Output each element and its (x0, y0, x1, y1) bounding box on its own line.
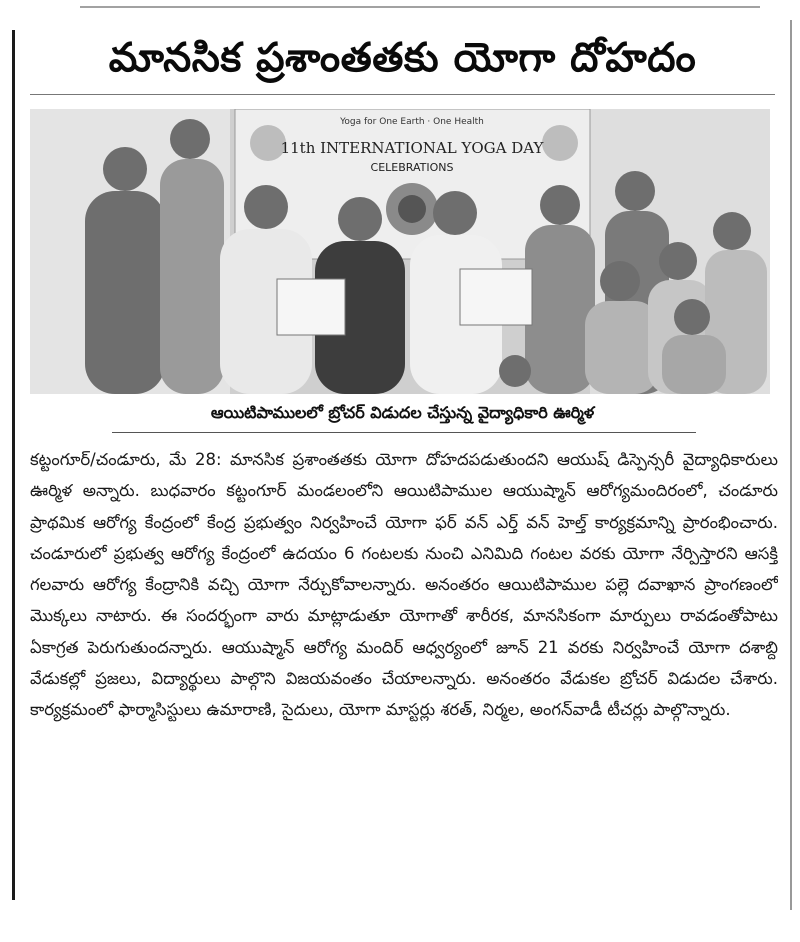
caption-underline (112, 432, 696, 433)
banner-tagline: Yoga for One Earth · One Health (340, 117, 484, 127)
article-photo (30, 109, 770, 394)
banner-title: 11th INTERNATIONAL YOGA DAY (280, 139, 544, 157)
column-rule-right (790, 20, 792, 910)
article-body: కట్టంగూర్/చండూరు, మే 28: మానసిక ప్రశాంతతకు యోగా దోహదపడుతుందని ఆయుష్ డిస్పెన్సరీ వైద్యాధికారులు ఊర్మిళ అన్నారు. బుధవారం కట్టంగూర్ మండలంలోని ఆయిటిపాముల ఆయుష్మాన్ ఆరోగ్యమందిరంలో, చండూరు ప్రాథమిక ఆరోగ్య కేంద్రంలో కేంద్ర ప్రభుత్వం నిర్వహించే యోగా ఫర్ వన్ ఎర్త్ వన్ హెల్త్ కార్యక్రమాన్ని ప్రారంభించారు. చండూరులో ప్రభుత్వ ఆరోగ్య కేంద్రంలో ఉదయం 6 గంటలకు నుంచి ఎనిమిది గంటల వరకు యోగా నేర్పిస్తారని ఆసక్తి గలవారు ఆరోగ్య కేంద్రానికి వచ్చి యోగా నేర్చుకోవాలన్నారు. అనంతరం ఆయిటిపాముల పల్లె దవాఖాన ప్రాంగణంలో మొక్కలు నాటారు. ఈ సందర్భంగా వారు మాట్లాడుతూ యోగాతో శారీరక, మానసికంగా మార్పులు రావడంతోపాటు ఏకాగ్రత పెరుగుతుందన్నారు. ఆయుష్మాన్ ఆరోగ్య మందిర్ ఆధ్వర్యంలో జూన్ 21 వరకు నిర్వహించే యోగా దశాబ్ది వేడుకల్లో ప్రజలు, విద్యార్థులు పాల్గొని విజయవంతం చేయాలన్నారు. అనంతరం వేడుకల బ్రోచర్ విడుదల చేశారు. కార్యక్రమంలో ఫార్మాసిస్టులు ఉమారాణి, సైదులు, యోగా మాస్టర్లు శరత్, నిర్మల, అంగన్‌వాడీ టీచర్లు పాల్గొన్నారు. (30, 450, 778, 720)
clipped-previous-article-edge (0, 0, 800, 14)
column-rule-left (12, 30, 15, 900)
photo-caption: ఆయిటిపాములలో బ్రోచర్ విడుదల చేస్తున్న వైద్యాధికారి ఊర్మిళ (210, 403, 595, 422)
article-headline: మానసిక ప్రశాంతతకు యోగా దోహదం (108, 35, 697, 81)
banner-subtitle: CELEBRATIONS (370, 161, 454, 174)
headline-divider (30, 94, 775, 95)
